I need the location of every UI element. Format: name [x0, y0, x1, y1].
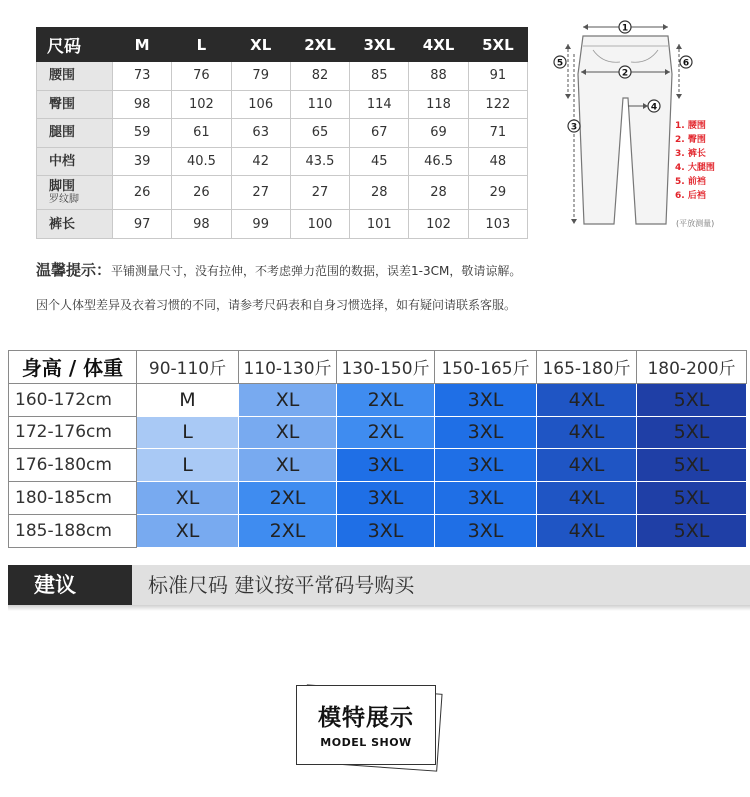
size-header-cell: 5XL: [468, 28, 527, 62]
marker-number: 2: [621, 68, 629, 79]
weight-range-header: 180-200斤: [637, 351, 747, 384]
measurement-label: [37, 119, 113, 148]
size-value-cell: 45: [350, 147, 409, 176]
measurement-name: 腰围: [49, 68, 76, 84]
size-value-cell: 43.5: [290, 147, 349, 176]
size-value-cell: 65: [290, 119, 349, 148]
recommendation-row: [9, 416, 747, 449]
size-value-cell: 97: [113, 210, 172, 239]
size-value-cell: 67: [350, 119, 409, 148]
measurement-name: 裤长: [49, 216, 76, 232]
size-row: [37, 210, 528, 239]
recommended-size-cell: 5XL: [637, 449, 747, 482]
size-value-cell: 69: [409, 119, 468, 148]
size-value-cell: 48: [468, 147, 527, 176]
weight-range-header: 165-180斤: [537, 351, 637, 384]
recommended-size-cell: 3XL: [435, 383, 537, 416]
height-range-cell: 180-185cm: [9, 482, 137, 515]
height-range-cell: 160-172cm: [9, 383, 137, 416]
measurement-label: [37, 90, 113, 119]
legend-item: 6. 后裆: [675, 191, 706, 201]
tip-text-1: 平铺测量尺寸，没有拉伸，不考虑弹力范围的数据，误差1-3CM，敬请谅解。: [111, 264, 522, 278]
recommended-size-cell: 2XL: [239, 482, 337, 515]
recommended-size-cell: 4XL: [537, 449, 637, 482]
suggestion-label: 建议: [8, 565, 132, 605]
suggestion-shadow: [8, 605, 750, 611]
height-weight-header: 身高 / 体重: [9, 351, 137, 384]
size-value-cell: 103: [468, 210, 527, 239]
model-show-title: 模特展示: [318, 705, 414, 731]
measurement-name: 脚围: [49, 178, 76, 194]
recommended-size-cell: 4XL: [537, 383, 637, 416]
weight-range-header: 90-110斤: [137, 351, 239, 384]
diagram-legend: [675, 119, 715, 201]
size-header-cell: M: [113, 28, 172, 62]
height-range-cell: 172-176cm: [9, 416, 137, 449]
measurement-label: [37, 210, 113, 239]
size-chart-table: [36, 27, 528, 239]
recommendation-row: [9, 383, 747, 416]
height-range-cell: 176-180cm: [9, 449, 137, 482]
size-value-cell: 122: [468, 90, 527, 119]
recommended-size-cell: 3XL: [337, 482, 435, 515]
weight-range-header: 110-130斤: [239, 351, 337, 384]
size-value-cell: 79: [231, 62, 290, 91]
size-value-cell: 73: [113, 62, 172, 91]
size-chart-header: [37, 28, 528, 62]
size-value-cell: 39: [113, 147, 172, 176]
size-value-cell: 29: [468, 176, 527, 210]
marker-number: 5: [556, 58, 564, 69]
size-value-cell: 110: [290, 90, 349, 119]
recommendation-row: [9, 514, 747, 547]
recommended-size-cell: XL: [137, 482, 239, 515]
size-header-cell: 4XL: [409, 28, 468, 62]
recommended-size-cell: 2XL: [337, 416, 435, 449]
model-show-subtitle: MODEL SHOW: [320, 736, 412, 749]
recommended-size-cell: 4XL: [537, 482, 637, 515]
recommended-size-cell: 5XL: [637, 416, 747, 449]
size-value-cell: 88: [409, 62, 468, 91]
recommended-size-cell: 3XL: [337, 514, 435, 547]
marker-number: 1: [621, 23, 629, 34]
legend-item: 4. 大腿围: [675, 163, 715, 173]
model-show-badge: [294, 685, 446, 769]
recommended-size-cell: 5XL: [637, 514, 747, 547]
pants-outline-icon: [578, 36, 672, 224]
size-row: [37, 62, 528, 91]
size-value-cell: 98: [113, 90, 172, 119]
recommended-size-cell: 3XL: [435, 482, 537, 515]
size-value-cell: 71: [468, 119, 527, 148]
recommended-size-cell: 2XL: [337, 383, 435, 416]
size-value-cell: 114: [350, 90, 409, 119]
size-value-cell: 63: [231, 119, 290, 148]
tip-label: 温馨提示：: [36, 261, 112, 279]
size-header-label: 尺码: [37, 28, 113, 62]
recommendation-body: [9, 383, 747, 547]
recommended-size-cell: 3XL: [435, 449, 537, 482]
measurement-subname: 罗纹脚: [49, 193, 79, 205]
recommended-size-cell: XL: [239, 383, 337, 416]
size-value-cell: 27: [231, 176, 290, 210]
size-header-cell: 2XL: [290, 28, 349, 62]
measurement-label: [37, 147, 113, 176]
size-value-cell: 98: [172, 210, 231, 239]
legend-item: 1. 腰围: [675, 121, 706, 131]
size-value-cell: 28: [409, 176, 468, 210]
recommended-size-cell: 3XL: [337, 449, 435, 482]
size-value-cell: 102: [172, 90, 231, 119]
size-header-cell: L: [172, 28, 231, 62]
diagram-caption: (平放测量): [676, 219, 715, 228]
size-value-cell: 27: [290, 176, 349, 210]
legend-item: 2. 臀围: [675, 135, 706, 145]
recommended-size-cell: 5XL: [637, 383, 747, 416]
measurement-label: [37, 176, 113, 210]
size-value-cell: 102: [409, 210, 468, 239]
legend-item: 3. 裤长: [675, 149, 706, 159]
size-value-cell: 101: [350, 210, 409, 239]
size-value-cell: 46.5: [409, 147, 468, 176]
size-value-cell: 91: [468, 62, 527, 91]
height-range-cell: 185-188cm: [9, 514, 137, 547]
recommendation-row: [9, 482, 747, 515]
recommended-size-cell: L: [137, 416, 239, 449]
size-recommendation-table: [8, 350, 747, 548]
recommended-size-cell: XL: [239, 449, 337, 482]
size-value-cell: 26: [172, 176, 231, 210]
size-value-cell: 99: [231, 210, 290, 239]
recommended-size-cell: 4XL: [537, 416, 637, 449]
marker-number: 6: [682, 58, 690, 69]
recommended-size-cell: 5XL: [637, 482, 747, 515]
marker-number: 3: [570, 122, 578, 133]
size-value-cell: 59: [113, 119, 172, 148]
suggestion-text: 标准尺码 建议按平常码号购买: [148, 573, 415, 597]
size-chart-body: [37, 62, 528, 239]
marker-number: 4: [650, 102, 658, 113]
size-value-cell: 100: [290, 210, 349, 239]
badge-front-frame: [296, 685, 436, 765]
tip-line-1: [36, 259, 521, 280]
suggestion-bar: [8, 565, 750, 605]
recommended-size-cell: L: [137, 449, 239, 482]
size-row: [37, 147, 528, 176]
recommended-size-cell: 4XL: [537, 514, 637, 547]
recommended-size-cell: 2XL: [239, 514, 337, 547]
measurement-name: 中档: [49, 154, 76, 170]
weight-range-header: 150-165斤: [435, 351, 537, 384]
size-value-cell: 40.5: [172, 147, 231, 176]
size-header-cell: XL: [231, 28, 290, 62]
size-value-cell: 76: [172, 62, 231, 91]
size-header-cell: 3XL: [350, 28, 409, 62]
size-chart-header-row: [37, 28, 528, 62]
recommended-size-cell: M: [137, 383, 239, 416]
size-row: [37, 176, 528, 210]
size-value-cell: 85: [350, 62, 409, 91]
size-value-cell: 26: [113, 176, 172, 210]
size-value-cell: 106: [231, 90, 290, 119]
size-row: [37, 119, 528, 148]
size-value-cell: 82: [290, 62, 349, 91]
size-value-cell: 118: [409, 90, 468, 119]
legend-item: 5. 前裆: [675, 177, 706, 187]
measurement-label: [37, 62, 113, 91]
recommended-size-cell: XL: [239, 416, 337, 449]
recommended-size-cell: XL: [137, 514, 239, 547]
pants-measurement-diagram: [548, 14, 750, 236]
size-row: [37, 90, 528, 119]
size-value-cell: 42: [231, 147, 290, 176]
recommendation-row: [9, 449, 747, 482]
size-value-cell: 61: [172, 119, 231, 148]
measurement-name: 腿围: [49, 125, 76, 141]
tip-text-2: 因个人体型差异及衣着习惯的不同，请参考尺码表和自身习惯选择，如有疑问请联系客服。: [36, 298, 517, 312]
weight-range-header: 130-150斤: [337, 351, 435, 384]
measurement-name: 臀围: [49, 96, 76, 112]
size-value-cell: 28: [350, 176, 409, 210]
recommendation-header-row: [9, 351, 747, 384]
recommended-size-cell: 3XL: [435, 416, 537, 449]
recommended-size-cell: 3XL: [435, 514, 537, 547]
